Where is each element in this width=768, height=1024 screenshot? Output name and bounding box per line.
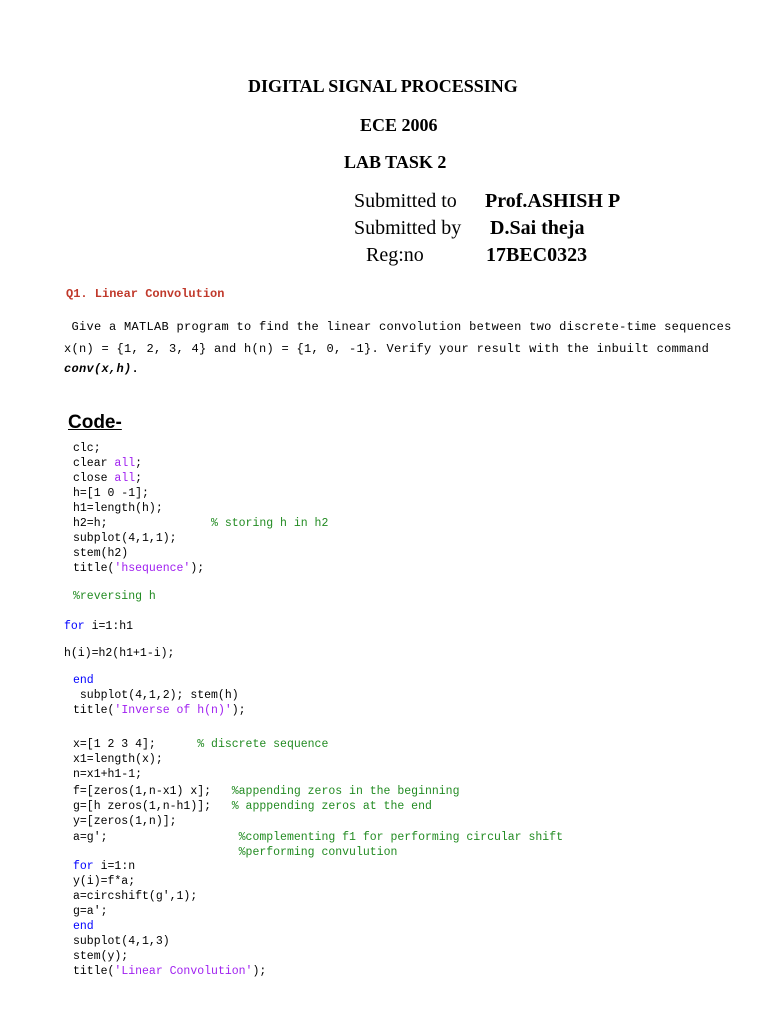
reg-number-label: Reg:no <box>366 244 424 266</box>
code-heading: Code- <box>68 412 122 433</box>
code-comment: % storing h in h2 <box>211 517 329 530</box>
submitted-to-label: Submitted to <box>354 190 457 212</box>
code-comment: %complementing f1 for performing circular shift <box>238 831 563 844</box>
code-text: ; <box>135 457 143 470</box>
lab-task-label: LAB TASK 2 <box>344 152 447 172</box>
code-line <box>73 674 94 687</box>
code-text: h1=length(h); <box>73 502 163 515</box>
code-text: i=1:n <box>100 860 136 873</box>
code-line <box>73 890 197 903</box>
code-text: close <box>73 472 115 485</box>
code-line <box>73 875 135 888</box>
code-text: x1=length(x); <box>73 753 163 766</box>
code-line <box>73 785 459 798</box>
code-keyword: for <box>64 620 92 633</box>
code-line <box>73 950 128 963</box>
code-line <box>73 689 239 702</box>
code-text: title( <box>73 704 115 717</box>
code-text: x=[1 2 3 4]; <box>73 738 198 751</box>
code-line <box>73 815 177 828</box>
code-text: stem(y); <box>73 950 129 963</box>
code-line <box>73 800 432 813</box>
code-text <box>73 846 239 859</box>
code-line <box>73 768 142 781</box>
code-text: clc; <box>73 442 101 455</box>
code-line <box>73 590 156 603</box>
reg-number-value: 17BEC0323 <box>486 244 588 266</box>
submitted-by-value: D.Sai theja <box>490 217 585 239</box>
code-text: title( <box>73 965 115 978</box>
code-line <box>64 647 174 660</box>
code-line <box>73 517 328 530</box>
code-line <box>73 920 94 933</box>
code-text: h=[1 0 -1]; <box>73 487 149 500</box>
code-line <box>73 905 108 918</box>
code-text: n=x1+h1-1; <box>73 768 143 781</box>
code-text: ; <box>135 472 143 485</box>
code-line <box>73 562 204 575</box>
code-line <box>73 532 177 545</box>
code-text: i=1:h1 <box>91 620 134 633</box>
code-line <box>73 965 266 978</box>
code-line <box>73 738 328 751</box>
question-text-line-3 <box>64 362 139 376</box>
code-line <box>73 846 397 859</box>
code-text: a=circshift(g',1); <box>73 890 198 903</box>
code-text: subplot(4,1,2); stem(h) <box>73 689 239 702</box>
code-line <box>73 547 128 560</box>
question-title: Q1. Linear Convolution <box>66 287 225 301</box>
code-keyword: for <box>73 860 101 873</box>
code-line <box>73 457 142 470</box>
code-string: 'hsequence' <box>114 562 191 575</box>
code-comment: %reversing h <box>73 590 156 603</box>
code-comment: %appending zeros in the beginning <box>231 785 460 798</box>
code-string: 'Linear Convolution' <box>114 965 253 978</box>
code-line <box>64 620 133 633</box>
code-text: ); <box>231 704 246 717</box>
code-string: 'Inverse of h(n)' <box>114 704 232 717</box>
code-comment: %performing convulution <box>238 846 398 859</box>
code-comment: % discrete sequence <box>197 738 329 751</box>
code-text: y=[zeros(1,n)]; <box>73 815 177 828</box>
code-text: f=[zeros(1,n-x1) x]; <box>73 785 232 798</box>
conv-command-suffix: . <box>131 362 140 376</box>
code-text: h(i)=h2(h1+1-i); <box>64 647 175 660</box>
code-text: g=[h zeros(1,n-h1)]; <box>73 800 232 813</box>
submitted-by-label: Submitted by <box>354 217 462 239</box>
code-string: all <box>114 472 136 485</box>
code-text: subplot(4,1,1); <box>73 532 177 545</box>
code-line <box>73 472 142 485</box>
code-text: y(i)=f*a; <box>73 875 136 888</box>
code-line <box>73 935 170 948</box>
code-comment: % apppending zeros at the end <box>231 800 432 813</box>
code-line <box>73 704 246 717</box>
code-line <box>73 502 163 515</box>
code-keyword: end <box>73 920 94 933</box>
code-text: clear <box>73 457 115 470</box>
code-text: g=a'; <box>73 905 108 918</box>
code-string: all <box>114 457 136 470</box>
code-text: a=g'; <box>73 831 239 844</box>
code-line <box>73 442 101 455</box>
code-text: subplot(4,1,3) <box>73 935 170 948</box>
conv-command: conv(x,h) <box>64 362 132 376</box>
code-text: ); <box>252 965 267 978</box>
course-code: ECE 2006 <box>360 115 438 135</box>
code-keyword: end <box>73 674 94 687</box>
code-text: ); <box>190 562 205 575</box>
code-line <box>73 753 163 766</box>
code-line <box>73 487 149 500</box>
document-title: DIGITAL SIGNAL PROCESSING <box>248 76 518 96</box>
code-line <box>73 831 563 844</box>
question-text-line-2: x(n) = {1, 2, 3, 4} and h(n) = {1, 0, -1}. Verify your result with the inbuilt command <box>64 342 710 356</box>
code-text: h2=h; <box>73 517 212 530</box>
code-text: title( <box>73 562 115 575</box>
code-line <box>73 860 135 873</box>
question-text-line-1: Give a MATLAB program to find the linear convolution between two discrete-time sequences <box>64 320 732 334</box>
submitted-to-value: Prof.ASHISH P <box>485 190 621 212</box>
code-text: stem(h2) <box>73 547 129 560</box>
